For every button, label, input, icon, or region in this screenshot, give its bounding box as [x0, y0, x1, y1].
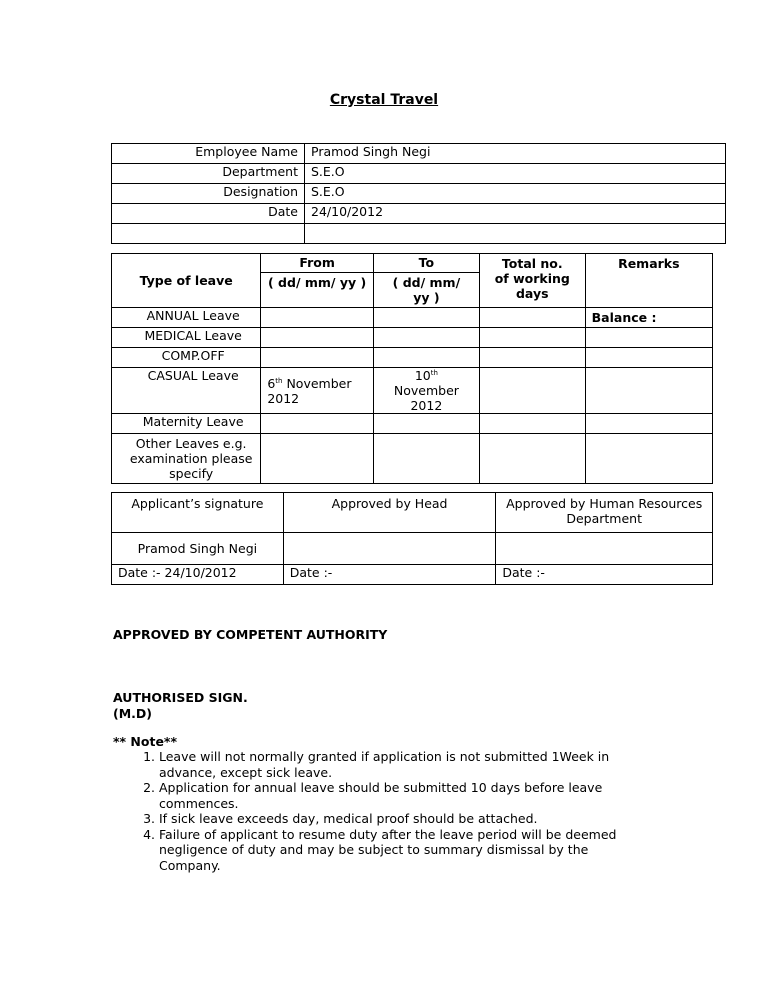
from-cell [261, 434, 374, 484]
table-row [112, 328, 713, 348]
table-row [112, 164, 726, 184]
total-cell [479, 368, 585, 414]
notes-list [119, 749, 639, 873]
signature-row [112, 533, 713, 565]
remarks-cell [585, 414, 712, 434]
table-row [112, 224, 726, 244]
remarks-cell: Balance : [585, 308, 712, 328]
note-item: 2. Application for annual leave should be submitted 10 days before leave commences. [159, 780, 639, 811]
leave-table-header-row [112, 254, 713, 308]
from-format-label: ( dd/ mm/ yy ) [267, 275, 367, 290]
remarks-cell [585, 434, 712, 484]
leave-table [111, 253, 713, 484]
from-day-suffix: th [275, 376, 283, 385]
to-format-label: ( dd/ mm/ yy ) [392, 275, 461, 305]
to-cell [373, 414, 479, 434]
head-signature-cell [283, 533, 496, 565]
signature-header-row [112, 493, 713, 533]
note-heading: ** Note** [113, 734, 178, 749]
applicant-signature-label: Applicant’s signature [112, 493, 284, 533]
table-row [112, 204, 726, 224]
empty-cell [305, 224, 726, 244]
to-cell [373, 368, 479, 414]
from-cell [261, 368, 374, 414]
note-item: 4. Failure of applicant to resume duty after the leave period will be deemed negligence of duty and may be subject to summary dismissal by the Company. [159, 827, 639, 874]
to-cell [373, 308, 479, 328]
department-value: S.E.O [305, 164, 726, 184]
employee-name-label: Employee Name [112, 144, 305, 164]
employee-name-value: Pramod Singh Negi [305, 144, 726, 164]
table-row [112, 434, 713, 484]
head-date: Date :- [283, 565, 496, 585]
total-days-header: Total no. of working days [479, 254, 585, 308]
page-title: Crystal Travel [329, 92, 439, 108]
table-row [112, 184, 726, 204]
total-cell [479, 348, 585, 368]
type-of-leave-header: Type of leave [112, 254, 261, 308]
approved-by-hr-label: Approved by Human Resources Department [496, 493, 713, 533]
from-cell [261, 414, 374, 434]
to-day-suffix: th [430, 368, 438, 377]
remarks-cell [585, 368, 712, 414]
leave-type: Maternity Leave [112, 414, 261, 434]
leave-type: Other Leaves e.g. examination please specify [112, 434, 261, 484]
remarks-cell [585, 348, 712, 368]
leave-type: ANNUAL Leave [112, 308, 261, 328]
from-header [261, 254, 374, 308]
to-cell [373, 434, 479, 484]
to-cell [373, 348, 479, 368]
to-header-label: To [374, 254, 479, 273]
leave-type: MEDICAL Leave [112, 328, 261, 348]
total-cell [479, 434, 585, 484]
table-row [112, 414, 713, 434]
from-cell [261, 328, 374, 348]
approved-heading: APPROVED BY COMPETENT AUTHORITY [113, 627, 388, 642]
applicant-name: Pramod Singh Negi [112, 533, 284, 565]
to-date-rest: November 2012 [393, 383, 459, 413]
to-day: 10 [414, 368, 431, 383]
from-day: 6 [267, 376, 276, 391]
table-row [112, 348, 713, 368]
from-cell [261, 308, 374, 328]
leave-type: CASUAL Leave [112, 368, 261, 414]
signature-table [111, 492, 713, 585]
remarks-header: Remarks [585, 254, 712, 308]
designation-label: Designation [112, 184, 305, 204]
note-item: 3. If sick leave exceeds day, medical proof should be attached. [159, 811, 639, 827]
applicant-date: Date :- 24/10/2012 [112, 565, 284, 585]
table-row [112, 144, 726, 164]
note-item: 1. Leave will not normally granted if application is not submitted 1Week in advance, except sick leave. [159, 749, 639, 780]
date-value: 24/10/2012 [305, 204, 726, 224]
department-label: Department [112, 164, 305, 184]
total-cell [479, 328, 585, 348]
to-cell [373, 328, 479, 348]
hr-signature-cell [496, 533, 713, 565]
authorised-sign-label: AUTHORISED SIGN. [113, 690, 248, 705]
table-row [112, 308, 713, 328]
from-header-label: From [261, 254, 373, 273]
from-date-rest: November 2012 [267, 376, 352, 406]
from-cell [261, 348, 374, 368]
employee-info-table [111, 143, 726, 244]
remarks-cell [585, 328, 712, 348]
total-cell [479, 414, 585, 434]
designation-value: S.E.O [305, 184, 726, 204]
hr-date: Date :- [496, 565, 713, 585]
empty-cell [112, 224, 305, 244]
approved-by-head-label: Approved by Head [283, 493, 496, 533]
to-header [373, 254, 479, 308]
total-cell [479, 308, 585, 328]
leave-type: COMP.OFF [112, 348, 261, 368]
table-row [112, 368, 713, 414]
date-label: Date [112, 204, 305, 224]
md-label: (M.D) [113, 706, 152, 721]
date-row [112, 565, 713, 585]
